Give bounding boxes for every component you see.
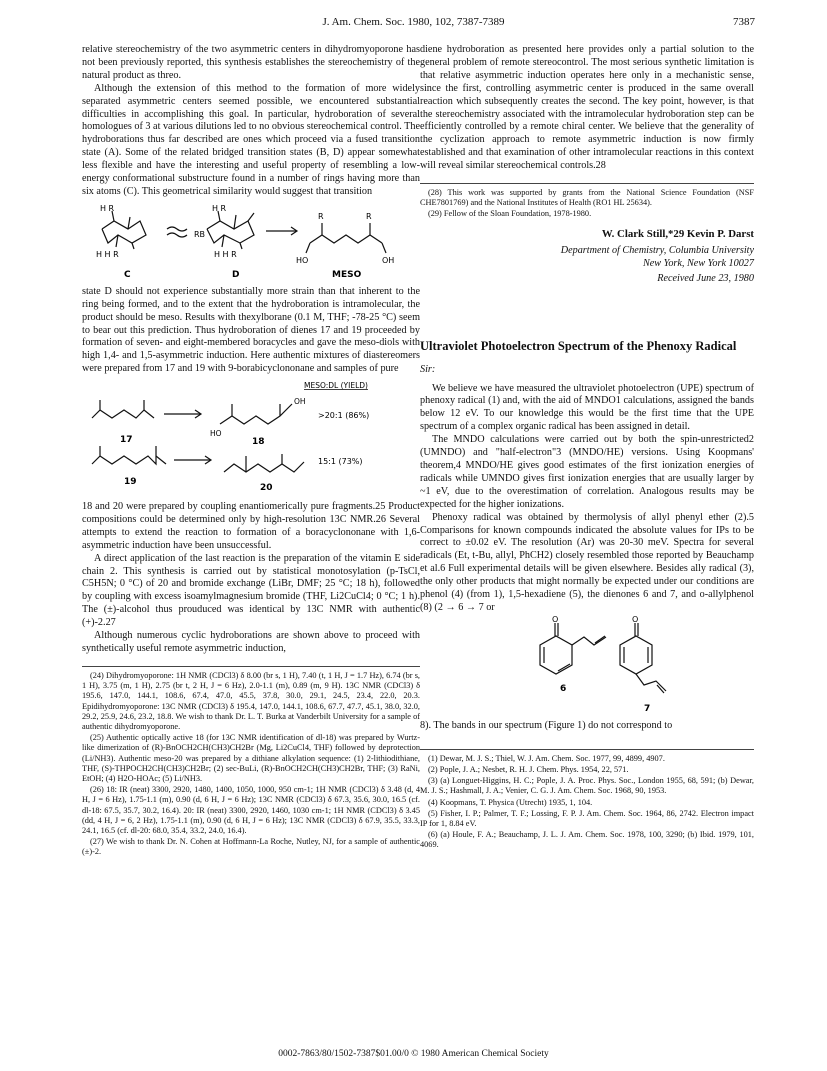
- oxygen-label: O: [632, 614, 639, 624]
- svg-text:R: R: [318, 211, 324, 221]
- reference-3: (3) (a) Longuet-Higgins, H. C.; Pople, J. A. Proc. Phys. Soc., London 1955, 68, 591; (b) Dewar, M. J. S.; Hashmall, J. A.; Venier, C. G. J. Am. Chem. Soc. 1968, 90, 1953.: [420, 776, 754, 796]
- article-title: Ultraviolet Photoelectron Spectrum of the Phenoxy Radical: [420, 338, 737, 353]
- footnote-divider: [420, 183, 754, 184]
- department: Department of Chemistry, Columbia University: [560, 244, 754, 256]
- right-column: [420, 44, 754, 852]
- footnotes: [420, 188, 754, 220]
- label-c: C: [124, 269, 131, 280]
- footnote-28: (28) This work was supported by grants from the National Science Foundation (NSF CHE7801769) and the National Institutes of Health (RO1 HL 25634).: [420, 188, 754, 208]
- paragraph: 8). The bands in our spectrum (Figure 1) do not correspond to: [420, 719, 673, 731]
- compound-7: 7: [644, 703, 651, 714]
- svg-text:H H R: H H R: [96, 249, 119, 259]
- footnote-divider: [420, 749, 754, 750]
- compound-6: 6: [560, 683, 567, 694]
- paragraph: relative stereochemistry of the two asymmetric centers in dihydromyoporone has not been previously reported, this synthesis establishes the stereochemistry of the natural product as threo.: [82, 44, 420, 81]
- author-block: [420, 228, 754, 285]
- running-header: [0, 10, 827, 32]
- copyright-footer: 0002-7863/80/1502-7387$01.00/0 © 1980 American Chemical Society: [278, 1049, 549, 1059]
- paragraph: Phenoxy radical was obtained by thermolysis of allyl phenyl ether (2).5 Comparisons for known compounds indicated the absolute values for IPs to be correct to ±0.02 eV. The resolution (Ar) was 20-30 meV. Spectra for several radicals (Et, t-Bu, allyl, PhCH2) closely resembled those reported by Beauchamp et al.6 Full experimental details will be given elsewhere. Besides ally radical (3), the only other products that might normally be expected under our conditions are phenol (4) (from 1), 1,5-hexadiene (5), the dienones 6 and 7, and o-allylphenol (8) (2 → 6 → 7 or: [420, 511, 754, 613]
- ho-label: HO: [296, 255, 309, 265]
- footnote-25: (25) Authentic optically active 18 (for 13C NMR identification of dl-18) was prepared by Wurtz-like dimerization of (R)-BnOCH2CH(CH3)CH2Br (Mg, Li2CuCl4, THF) followed by deprotection (Li/NH3). Authentic meso-20 was prepared by a dithiane alkylation sequence: (1) 2-lithiodithiane, THF, (S)-THPOCH2CH(CH3)CH2Br; (2) sec-BuLi, (R)-BnOCH2CH(CH3)CH2Br, THF; (3) RaNi, EtOH; (4) H2O-HOAc; (5) Li/NH3.: [82, 733, 420, 783]
- footnote-29: (29) Fellow of the Sloan Foundation, 1978-1980.: [428, 209, 592, 219]
- compound-20: 20: [260, 483, 273, 494]
- references: [420, 754, 754, 851]
- journal-citation: J. Am. Chem. Soc. 1980, 102, 7387-7389: [322, 16, 505, 28]
- ho-label: HO: [210, 429, 222, 439]
- compound-19: 19: [124, 477, 137, 488]
- paragraph: 18 and 20 were prepared by coupling enantiomerically pure fragments.25 Product compositions could be determined only by high-resolution 13C NMR.26 Several attempts to extend the reaction to formation of a boracyclononane with 1,6-asymmetric induction have been unsuccessful.: [82, 501, 420, 551]
- svg-text:H R: H R: [212, 203, 227, 213]
- oh-label: OH: [294, 397, 306, 407]
- ratio-20: 15:1 (73%): [318, 457, 363, 467]
- svg-text:RB: RB: [194, 229, 206, 239]
- footnote-26: (26) 18: IR (neat) 3300, 2920, 1480, 1400, 1050, 1000, 950 cm-1; 1H NMR (CDCl3) δ 3.48 (d, 4 H, J = 6 Hz), 1.75-1.1 (m), 0.90 (d, 6 H, J = 6 Hz); 13C NMR (CDCl3) δ 67.3, 35.6, 30.0, 16.5 (cf. dl-18: 67.5, 35.7, 30.2, 16.4). 20: IR (neat) 3300, 2920, 1460, 1030 cm-1; 1H NMR (CDCl3) δ 3.45 (dd, 4 H, J = 6, 2 Hz), 1.75-1.1 (m), 0.90 (d, 6 H, J = 6 Hz); 13C NMR (CDCl3) δ 67.9, 35.5, 33.3, 24.1, 16.5 (cf. dl-20: 68.0, 35.4, 33.2, 24.0, 16.4).: [82, 785, 420, 835]
- left-column: [82, 44, 420, 859]
- reference-1: (1) Dewar, M. J. S.; Thiel, W. J. Am. Chem. Soc. 1977, 99, 4899, 4907.: [428, 753, 665, 763]
- paragraph: A direct application of the last reaction is the preparation of the vitamin E side chain 2. This synthesis is carried out by statistical monotosylation (p-TsCl, C5H5N; 0 °C) of 20 and bromide exchange (LiBr, DMF; 25 °C; 18 h), followed by coupling with excess isoamylmagnesium bromide (THF, Li2CuCl4; 0 °C; 1 h). The (±)-alcohol thus prouduced was identical by 13C NMR with authentic (+)-2.27: [82, 552, 420, 629]
- paragraph: Although numerous cyclic hydroborations are shown above to proceed with synthetically useful remote asymmetric induction,: [82, 630, 420, 654]
- reference-4: (4) Koopmans, T. Physica (Utrecht) 1935, 1, 104.: [428, 797, 593, 807]
- label-d: D: [232, 269, 240, 280]
- compound-17: 17: [120, 435, 133, 446]
- authors: W. Clark Still,*29 Kevin P. Darst: [601, 227, 754, 240]
- paragraph: We believe we have measured the ultraviolet photoelectron (UPE) spectrum of phenoxy radical (1) and, with the aid of MNDO1 calculations, assigned the bands below 12 eV. To our knowledge this would be the first time that the UPE spectrum of a complex organic radical has been assigned in detail.: [420, 382, 754, 433]
- paragraph: diene hydroboration as presented here provides only a partial solution to the general problem of remote stereocontrol. The most serious synthetic limitation is that relative asymmetric induction operates here only in a mechanistic sense, since the first, controlling asymmetric center is produced in the same overall reaction which subsequently creates the second. The key point, however, is that the stereochemistry associated with the intramolecular hydroboration step can be efficiently controlled by a remote chiral center. We believe that the generality of the cyclization approach to remote asymmetric induction is now firmly established and that examination of other intramolecular reactions in this context will reveal similar stereochemical controls.28: [420, 44, 754, 172]
- paragraph: state D should not experience substantially more strain than that inherent to the ring being formed, and to the extent that the hydroboration is intramolecular, the product should be meso. Results with thexylborane (0.1 M, THF; -78-25 °C) seem to bear out this prediction. Thus hydroboration of dienes 17 and 19 proceeded by formation of seven- and eight-membered boracycles and gave the meso-diols with high 1,4- and 1,5-asymmetric induction. Here authentic mixtures of diastereomers were prepared from 17 and 19 with 9-borabicyclononane and samples of pure: [82, 285, 420, 375]
- paragraph: The MNDO calculations were carried out by both the spin-unrestricted2 (UMNDO) and "half-electron"3 (MNDO/HE) versions. Using Koopmans' theorem,4 MNDO/HE gives good estimates of the first ionization energies of radicals while UMNDO gives first ionization energies that are usually larger by ~1 eV, due to the overestimation of correlation. Analogous results may be expected for the higher ionizations.: [420, 434, 754, 510]
- oxygen-label: O: [552, 614, 559, 624]
- dienone-structures: [420, 615, 754, 715]
- diene-hydroboration-scheme: [82, 376, 420, 496]
- footnote-24: (24) Dihydromyoporone: 1H NMR (CDCl3) δ 8.00 (br s, 1 H), 7.40 (t, 1 H, J = 1.7 Hz), 6.74 (br s, 1 H), 3.75 (m, 1 H), 2.75 (br t, 2 H, J = 6 Hz), 2.0-1.1 (m), 0.89 (m, 9 H). 13C NMR (CDCl3) δ 195.6, 147.0, 144.1, 108.6, 67.4, 47.0, 45.5, 37.8, 30.0, 29.1, 24.5, 23.4, 22.0, 20.3. Epidihydromyoporone: 13C NMR (CDCl3) δ 195.4, 147.0, 144.1, 108.6, 67.7, 47.7, 45.1, 38.0, 32.0, 29.2, 25.9, 24.6, 23.2, 18.8. We wish to thank Dr. L. T. Burka at Vanderbilt University for a sample of authentic dihydromyoporone.: [82, 670, 420, 731]
- svg-text:R: R: [366, 211, 372, 221]
- reference-5: (5) Fisher, I. P.; Palmer, T. F.; Lossing, F. P. J. Am. Chem. Soc. 1964, 86, 2742. Electron impact IP for 1, 8.84 eV.: [420, 808, 754, 828]
- compound-18: 18: [252, 437, 265, 448]
- page-number: 7387: [733, 16, 755, 28]
- scheme-header: MESO:DL (YIELD): [304, 381, 368, 391]
- svg-text:H R: H R: [100, 203, 115, 213]
- city: New York, New York 10027: [642, 257, 754, 269]
- ratio-18: >20:1 (86%): [318, 411, 370, 421]
- svg-text:H H R: H H R: [214, 249, 237, 259]
- footnote-27: (27) We wish to thank Dr. N. Cohen at Hoffmann-La Roche, Nutley, NJ, for a sample of authentic (±)-2.: [82, 837, 420, 857]
- paragraph: Although the extension of this method to the formation of more widely separated asymmetric centers seemed possible, we encountered substantial difficulties in accomplishing this goal. In particular, hydroboration of several homologues of 3 at various dilutions led to no obvious stereochemical control. The hydroborations thus far described are ones which proceed via a fused transition state (A). Some of the related bridged transition states (B, D) appear somewhat less flexible and have the interesting and useful property of resembling a low-energy conformational substructure found in a number of rings having more than six atoms (C). This geometrical similarity would suggest that transition: [82, 82, 420, 197]
- oh-label: OH: [382, 255, 395, 265]
- footnote-divider: [82, 666, 420, 667]
- footnotes: [82, 671, 420, 858]
- received-date: Received June 23, 1980: [657, 272, 754, 284]
- reference-6: (6) (a) Houle, F. A.; Beauchamp, J. L. J. Am. Chem. Soc. 1978, 100, 3290; (b) Ibid. 1979, 101, 4069.: [420, 830, 754, 850]
- label-meso: MESO: [332, 269, 362, 280]
- reference-2: (2) Pople, J. A.; Nesbet, R. H. J. Chem. Phys. 1954, 22, 571.: [428, 764, 629, 774]
- salutation: Sir:: [420, 363, 436, 375]
- transition-state-scheme: [82, 199, 420, 281]
